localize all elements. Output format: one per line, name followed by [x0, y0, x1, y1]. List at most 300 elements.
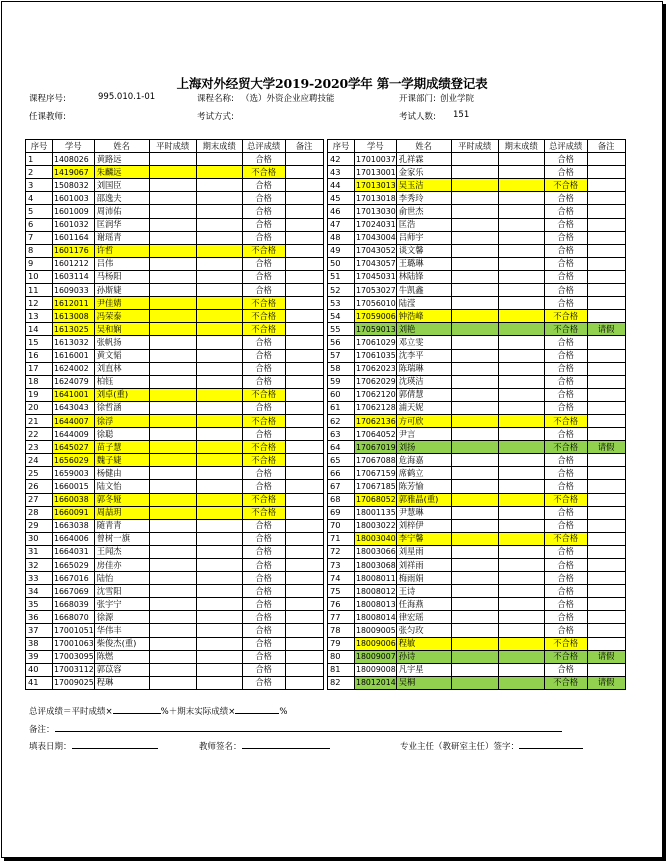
- regular-score-cell: [451, 650, 498, 663]
- student-id-cell: 18009007: [355, 650, 397, 663]
- no-cell: 31: [26, 545, 53, 558]
- name-cell: 凡宇星: [396, 663, 451, 676]
- note-cell: [285, 585, 323, 598]
- final-score-cell: [196, 506, 242, 519]
- student-id-cell: 1601009: [53, 205, 95, 218]
- total-score-cell: 合格: [242, 375, 285, 388]
- no-cell: 22: [26, 428, 53, 441]
- regular-score-cell: [451, 244, 498, 257]
- note-cell: 请假: [587, 441, 625, 454]
- no-cell: 8: [26, 244, 53, 257]
- table-row: [328, 663, 626, 676]
- total-score-cell: 合格: [242, 362, 285, 375]
- total-score-cell: 不合格: [544, 493, 587, 506]
- student-id-cell: 1601212: [53, 257, 95, 270]
- final-score-cell: [498, 650, 544, 663]
- regular-score-cell: [149, 244, 196, 257]
- name-cell: 尹慧琳: [396, 506, 451, 519]
- final-score-cell: [498, 532, 544, 545]
- name-cell: 匡润华: [94, 218, 149, 231]
- name-cell: 李宁馨: [396, 532, 451, 545]
- name-cell: 王闻杰: [94, 545, 149, 558]
- total-score-cell: 合格: [544, 585, 587, 598]
- no-cell: 63: [328, 428, 355, 441]
- regular-score-cell: [149, 388, 196, 401]
- remark-blank[interactable]: [55, 723, 562, 732]
- name-cell: 匡浩: [396, 218, 451, 231]
- final-score-cell: [498, 663, 544, 676]
- regular-score-cell: [451, 218, 498, 231]
- note-cell: [285, 153, 323, 166]
- final-score-cell: [196, 650, 242, 663]
- final-score-cell: [196, 414, 242, 427]
- regular-score-cell: [451, 572, 498, 585]
- total-score-cell: 合格: [544, 153, 587, 166]
- regular-score-cell: [149, 428, 196, 441]
- course-name-label: 课程名称:: [197, 94, 234, 104]
- header-no: 序号: [26, 140, 53, 153]
- name-cell: 房佳亦: [94, 559, 149, 572]
- regular-score-cell: [149, 336, 196, 349]
- regular-score-cell: [149, 532, 196, 545]
- no-cell: 16: [26, 349, 53, 362]
- regular-score-cell: [451, 284, 498, 297]
- no-cell: 51: [328, 270, 355, 283]
- no-cell: 49: [328, 244, 355, 257]
- final-score-cell: [196, 310, 242, 323]
- note-cell: [587, 349, 625, 362]
- no-cell: 56: [328, 336, 355, 349]
- student-id-cell: 17043004: [355, 231, 397, 244]
- name-cell: 郭苡容: [94, 663, 149, 676]
- table-row: [328, 624, 626, 637]
- name-cell: 席鹤立: [396, 467, 451, 480]
- note-cell: [587, 598, 625, 611]
- no-cell: 17: [26, 362, 53, 375]
- table-row: [26, 506, 324, 519]
- final-score-cell: [498, 467, 544, 480]
- note-cell: [285, 650, 323, 663]
- table-row: [26, 467, 324, 480]
- final-score-cell: [196, 572, 242, 585]
- regular-weight-blank[interactable]: [113, 705, 161, 714]
- name-cell: 孔祥霖: [396, 153, 451, 166]
- note-cell: [587, 166, 625, 179]
- table-row: [328, 401, 626, 414]
- no-cell: 61: [328, 401, 355, 414]
- student-id-cell: 18003066: [355, 545, 397, 558]
- note-cell: [285, 388, 323, 401]
- total-score-cell: 合格: [242, 532, 285, 545]
- student-id-cell: 1601003: [53, 192, 95, 205]
- student-id-cell: 1660015: [53, 480, 95, 493]
- name-cell: 刘星雨: [396, 545, 451, 558]
- header-total-score: 总评成绩: [544, 140, 587, 153]
- note-cell: [285, 532, 323, 545]
- final-score-cell: [498, 493, 544, 506]
- no-cell: 78: [328, 624, 355, 637]
- name-cell: 吕师宇: [396, 231, 451, 244]
- regular-score-cell: [149, 218, 196, 231]
- table-row: [328, 257, 626, 270]
- name-cell: 马杨阳: [94, 270, 149, 283]
- student-id-cell: 1624002: [53, 362, 95, 375]
- student-id-cell: 1645027: [53, 441, 95, 454]
- no-cell: 6: [26, 218, 53, 231]
- final-score-cell: [196, 676, 242, 689]
- no-cell: 54: [328, 310, 355, 323]
- regular-score-cell: [451, 270, 498, 283]
- total-score-cell: 合格: [544, 336, 587, 349]
- table-row: [26, 270, 324, 283]
- final-score-cell: [196, 218, 242, 231]
- director-sign-line: [400, 740, 583, 752]
- name-cell: 杨健由: [94, 467, 149, 480]
- student-id-cell: 1643043: [53, 401, 95, 414]
- final-weight-blank[interactable]: [235, 705, 279, 714]
- exam-count-value: 151: [453, 110, 470, 120]
- no-cell: 5: [26, 205, 53, 218]
- note-cell: [587, 467, 625, 480]
- table-row: [328, 297, 626, 310]
- final-score-cell: [498, 205, 544, 218]
- no-cell: 20: [26, 401, 53, 414]
- note-cell: [587, 480, 625, 493]
- student-id-cell: 1408026: [53, 153, 95, 166]
- fill-date-blank[interactable]: [72, 740, 158, 749]
- regular-score-cell: [149, 624, 196, 637]
- name-cell: 周沛佑: [94, 205, 149, 218]
- table-row: [328, 493, 626, 506]
- note-cell: [285, 257, 323, 270]
- regular-score-cell: [451, 205, 498, 218]
- name-cell: 许哲: [94, 244, 149, 257]
- student-id-cell: 1659003: [53, 467, 95, 480]
- formula-line: [29, 705, 287, 717]
- regular-score-cell: [149, 585, 196, 598]
- student-id-cell: 18008014: [355, 611, 397, 624]
- note-cell: [285, 414, 323, 427]
- name-cell: 柏钰: [94, 375, 149, 388]
- final-score-cell: [196, 362, 242, 375]
- final-score-cell: [196, 257, 242, 270]
- note-cell: 请假: [587, 323, 625, 336]
- total-score-cell: 合格: [544, 297, 587, 310]
- note-cell: [285, 375, 323, 388]
- regular-score-cell: [451, 493, 498, 506]
- name-cell: 邵逸夫: [94, 192, 149, 205]
- name-cell: 孙诗: [396, 650, 451, 663]
- total-score-cell: 合格: [242, 467, 285, 480]
- name-cell: 沈瑛洁: [396, 375, 451, 388]
- table-row: [26, 454, 324, 467]
- no-cell: 69: [328, 506, 355, 519]
- final-score-cell: [498, 244, 544, 257]
- note-cell: [587, 414, 625, 427]
- total-score-cell: 合格: [544, 428, 587, 441]
- student-id-cell: 1601164: [53, 231, 95, 244]
- student-id-cell: 1668070: [53, 611, 95, 624]
- total-score-cell: 合格: [242, 218, 285, 231]
- student-id-cell: 1664031: [53, 545, 95, 558]
- student-id-cell: 17062120: [355, 388, 397, 401]
- final-score-cell: [196, 637, 242, 650]
- total-score-cell: 合格: [544, 454, 587, 467]
- final-score-cell: [498, 585, 544, 598]
- total-score-cell: 合格: [242, 519, 285, 532]
- student-id-cell: 1660038: [53, 493, 95, 506]
- table-row: [328, 179, 626, 192]
- total-score-cell: 合格: [544, 480, 587, 493]
- total-score-cell: 合格: [242, 559, 285, 572]
- name-cell: 刘祥雨: [396, 559, 451, 572]
- total-score-cell: 合格: [544, 559, 587, 572]
- student-id-cell: 17045031: [355, 270, 397, 283]
- student-id-cell: 18003040: [355, 532, 397, 545]
- total-score-cell: 合格: [242, 192, 285, 205]
- final-score-cell: [196, 545, 242, 558]
- final-score-cell: [498, 611, 544, 624]
- student-id-cell: 18008011: [355, 572, 397, 585]
- no-cell: 10: [26, 270, 53, 283]
- regular-score-cell: [451, 349, 498, 362]
- student-id-cell: 17062128: [355, 401, 397, 414]
- no-cell: 75: [328, 585, 355, 598]
- formula-suffix: %: [279, 707, 288, 717]
- note-cell: [587, 545, 625, 558]
- name-cell: 谢瑶青: [94, 231, 149, 244]
- name-cell: 程琳: [94, 676, 149, 689]
- note-cell: [587, 401, 625, 414]
- regular-score-cell: [149, 284, 196, 297]
- note-cell: [587, 284, 625, 297]
- regular-score-cell: [149, 467, 196, 480]
- regular-score-cell: [149, 545, 196, 558]
- table-row: [26, 519, 324, 532]
- total-score-cell: 不合格: [544, 650, 587, 663]
- table-row: [26, 192, 324, 205]
- final-score-cell: [498, 257, 544, 270]
- final-score-cell: [498, 454, 544, 467]
- student-id-cell: 1664006: [53, 532, 95, 545]
- table-row: [26, 401, 324, 414]
- regular-score-cell: [149, 257, 196, 270]
- final-score-cell: [196, 375, 242, 388]
- total-score-cell: 合格: [242, 257, 285, 270]
- student-id-cell: 17043052: [355, 244, 397, 257]
- student-id-cell: 17056010: [355, 297, 397, 310]
- name-cell: 张帆扬: [94, 336, 149, 349]
- note-cell: [587, 257, 625, 270]
- no-cell: 38: [26, 637, 53, 650]
- name-cell: 陈燃: [94, 650, 149, 663]
- name-cell: 王诗: [396, 585, 451, 598]
- note-cell: 请假: [587, 650, 625, 663]
- note-cell: [587, 624, 625, 637]
- header-student-id: 学号: [355, 140, 397, 153]
- final-score-cell: [196, 153, 242, 166]
- total-score-cell: 合格: [242, 270, 285, 283]
- regular-score-cell: [451, 231, 498, 244]
- table-row: [328, 598, 626, 611]
- regular-score-cell: [451, 179, 498, 192]
- no-cell: 65: [328, 454, 355, 467]
- note-cell: [285, 480, 323, 493]
- student-id-cell: 17013030: [355, 205, 397, 218]
- regular-score-cell: [451, 598, 498, 611]
- name-cell: 郭倩慧: [396, 388, 451, 401]
- student-id-cell: 17024031: [355, 218, 397, 231]
- page-title: 上海对外经贸大学2019-2020学年 第一学期成绩登记表: [176, 76, 488, 91]
- final-score-cell: [498, 414, 544, 427]
- final-score-cell: [196, 611, 242, 624]
- table-row: [328, 375, 626, 388]
- regular-score-cell: [451, 676, 498, 689]
- total-score-cell: 不合格: [544, 310, 587, 323]
- final-score-cell: [498, 624, 544, 637]
- name-cell: 方可欣: [396, 414, 451, 427]
- table-row: [328, 506, 626, 519]
- final-score-cell: [196, 598, 242, 611]
- total-score-cell: 合格: [544, 270, 587, 283]
- name-cell: 俞世杰: [396, 205, 451, 218]
- final-score-cell: [196, 532, 242, 545]
- name-cell: 邓立雯: [396, 336, 451, 349]
- student-id-cell: 1668039: [53, 598, 95, 611]
- regular-score-cell: [149, 362, 196, 375]
- no-cell: 29: [26, 519, 53, 532]
- dept-label: 开课部门:: [399, 94, 436, 104]
- note-cell: [285, 362, 323, 375]
- no-cell: 42: [328, 153, 355, 166]
- table-row: [328, 545, 626, 558]
- table-row: [26, 585, 324, 598]
- no-cell: 71: [328, 532, 355, 545]
- table-row: [26, 611, 324, 624]
- remark-label: 备注：: [29, 725, 55, 735]
- note-cell: [285, 270, 323, 283]
- no-cell: 79: [328, 637, 355, 650]
- note-cell: [285, 506, 323, 519]
- no-cell: 74: [328, 572, 355, 585]
- note-cell: [285, 166, 323, 179]
- total-score-cell: 合格: [544, 388, 587, 401]
- note-cell: [285, 454, 323, 467]
- header-note: 备注: [587, 140, 625, 153]
- regular-score-cell: [451, 624, 498, 637]
- header-regular-score: 平时成绩: [149, 140, 196, 153]
- regular-score-cell: [451, 336, 498, 349]
- header-no: 序号: [328, 140, 355, 153]
- name-cell: 魏子婕: [94, 454, 149, 467]
- name-cell: 张宇宁: [94, 598, 149, 611]
- note-cell: [587, 192, 625, 205]
- table-row: [328, 559, 626, 572]
- final-score-cell: [498, 270, 544, 283]
- regular-score-cell: [149, 493, 196, 506]
- student-id-cell: 18008012: [355, 585, 397, 598]
- regular-score-cell: [451, 454, 498, 467]
- student-id-cell: 18001135: [355, 506, 397, 519]
- table-row: [328, 480, 626, 493]
- student-id-cell: 17061029: [355, 336, 397, 349]
- note-cell: [587, 270, 625, 283]
- no-cell: 40: [26, 663, 53, 676]
- table-row: [26, 663, 324, 676]
- student-id-cell: 1660091: [53, 506, 95, 519]
- no-cell: 23: [26, 441, 53, 454]
- note-cell: [285, 572, 323, 585]
- note-cell: [285, 179, 323, 192]
- student-id-cell: 17068052: [355, 493, 397, 506]
- note-cell: [587, 559, 625, 572]
- table-row: [26, 650, 324, 663]
- table-row: [328, 637, 626, 650]
- student-id-cell: 1644009: [53, 428, 95, 441]
- note-cell: [285, 310, 323, 323]
- total-score-cell: 合格: [242, 179, 285, 192]
- total-score-cell: 不合格: [242, 323, 285, 336]
- no-cell: 2: [26, 166, 53, 179]
- final-score-cell: [498, 166, 544, 179]
- student-id-cell: 17062023: [355, 362, 397, 375]
- note-cell: [587, 428, 625, 441]
- no-cell: 33: [26, 572, 53, 585]
- student-id-cell: 17013018: [355, 192, 397, 205]
- no-cell: 57: [328, 349, 355, 362]
- teacher-sign-blank[interactable]: [242, 740, 330, 749]
- table-row: [26, 624, 324, 637]
- student-id-cell: 17059006: [355, 310, 397, 323]
- table-row: [26, 388, 324, 401]
- name-cell: 尹佳婧: [94, 297, 149, 310]
- no-cell: 55: [328, 323, 355, 336]
- total-score-cell: 合格: [242, 153, 285, 166]
- student-id-cell: 1508032: [53, 179, 95, 192]
- regular-score-cell: [451, 375, 498, 388]
- note-cell: [285, 336, 323, 349]
- final-score-cell: [196, 270, 242, 283]
- total-score-cell: 合格: [544, 166, 587, 179]
- table-row: [328, 153, 626, 166]
- table-row: [26, 218, 324, 231]
- student-id-cell: 17013013: [355, 179, 397, 192]
- regular-score-cell: [149, 676, 196, 689]
- header-regular-score: 平时成绩: [451, 140, 498, 153]
- regular-score-cell: [451, 480, 498, 493]
- name-cell: 沈李平: [396, 349, 451, 362]
- no-cell: 7: [26, 231, 53, 244]
- no-cell: 4: [26, 192, 53, 205]
- total-score-cell: 不合格: [544, 414, 587, 427]
- table-row: [26, 362, 324, 375]
- director-sign-blank[interactable]: [519, 740, 583, 749]
- note-cell: [587, 179, 625, 192]
- final-score-cell: [196, 192, 242, 205]
- no-cell: 82: [328, 676, 355, 689]
- final-score-cell: [498, 676, 544, 689]
- final-score-cell: [196, 323, 242, 336]
- note-cell: [587, 336, 625, 349]
- final-score-cell: [498, 480, 544, 493]
- total-score-cell: 合格: [544, 598, 587, 611]
- no-cell: 27: [26, 493, 53, 506]
- final-score-cell: [196, 297, 242, 310]
- no-cell: 53: [328, 297, 355, 310]
- no-cell: 66: [328, 467, 355, 480]
- table-row: [26, 532, 324, 545]
- no-cell: 15: [26, 336, 53, 349]
